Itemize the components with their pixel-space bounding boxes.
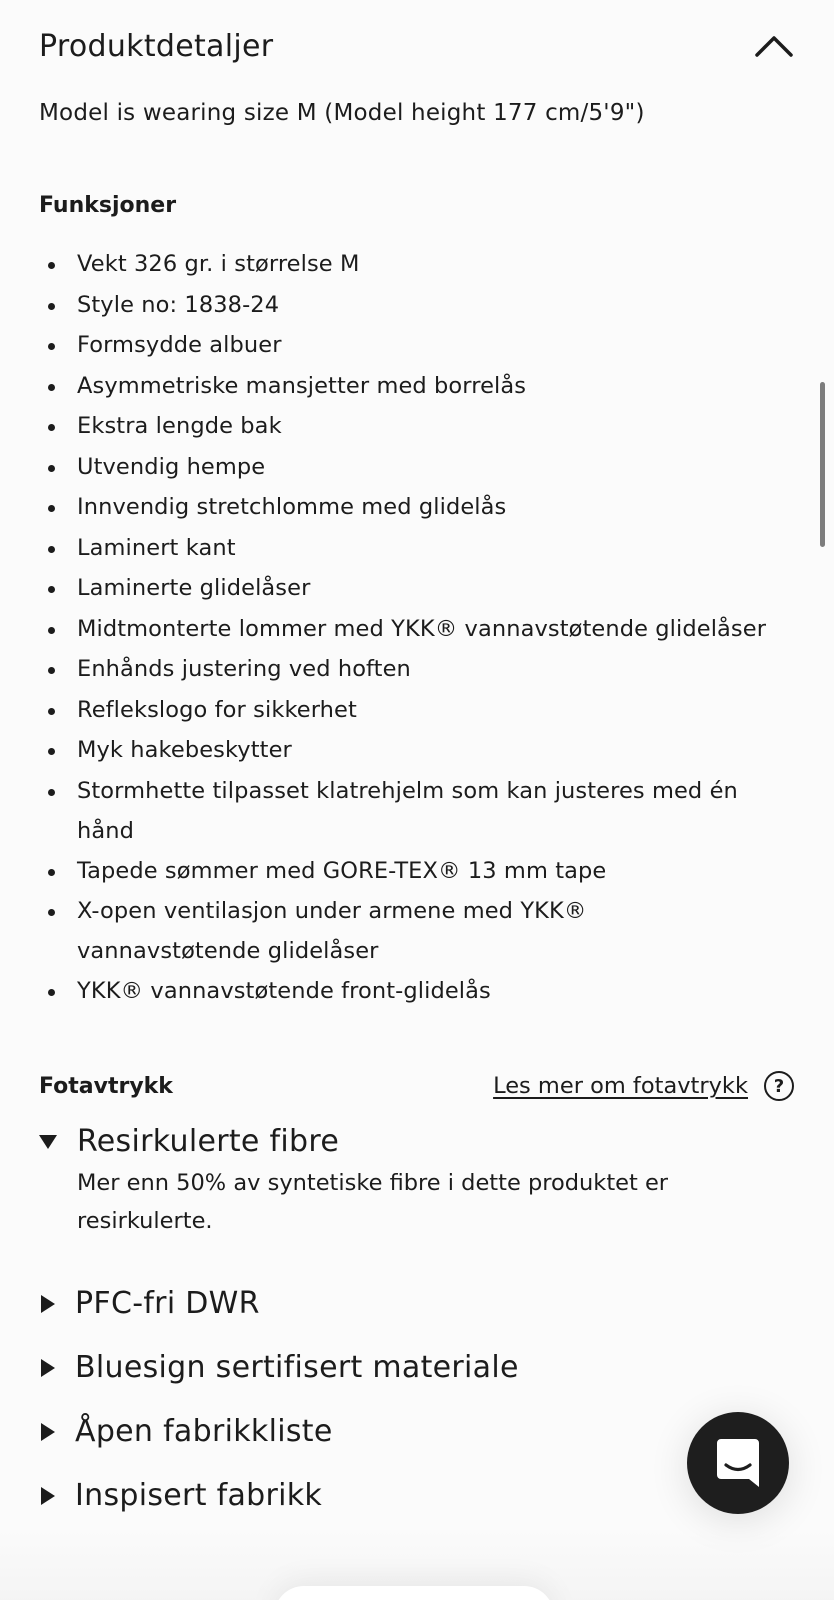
chat-bubble-icon xyxy=(715,1437,761,1489)
feature-item: X-open ventilasjon under armene med YKK® vannavstøtende glidelåser xyxy=(39,891,637,971)
disclosure-label: Åpen fabrikkliste xyxy=(75,1414,333,1449)
disclosure-open-factory-list[interactable] xyxy=(39,1414,333,1449)
feature-item: Midtmonterte lommer med YKK® vannavstøtende glidelåser xyxy=(39,609,799,650)
triangle-down-icon xyxy=(39,1135,57,1149)
triangle-right-icon xyxy=(41,1359,55,1377)
chat-button[interactable] xyxy=(687,1412,789,1514)
feature-item: Enhånds justering ved hoften xyxy=(39,649,799,690)
feature-item: Laminert kant xyxy=(39,528,799,569)
product-details-header[interactable] xyxy=(39,22,794,70)
disclosure-body-recycled-fibres: Mer enn 50% av syntetiske fibre i dette produktet er resirkulerte. xyxy=(77,1170,669,1234)
help-icon[interactable]: ? xyxy=(764,1071,794,1101)
bottom-bar-pill[interactable] xyxy=(274,1586,554,1600)
disclosure-label: Resirkulerte fibre xyxy=(77,1124,340,1159)
disclosure-label: Bluesign sertifisert materiale xyxy=(75,1350,519,1385)
disclosure-inspected-factory[interactable] xyxy=(39,1478,322,1513)
footprint-heading: Fotavtrykk xyxy=(39,1073,173,1099)
triangle-right-icon xyxy=(41,1423,55,1441)
disclosure-label: PFC-fri DWR xyxy=(75,1286,260,1321)
features-list xyxy=(39,244,799,1012)
model-size-note: Model is wearing size M (Model height 177 cm/5'9") xyxy=(39,100,645,126)
footprint-header xyxy=(39,1066,794,1106)
features-heading: Funksjoner xyxy=(39,193,177,218)
disclosure-label: Inspisert fabrikk xyxy=(75,1478,323,1513)
chevron-up-icon[interactable] xyxy=(754,30,794,60)
feature-item: Innvendig stretchlomme med glidelås xyxy=(39,487,799,528)
disclosure-bluesign[interactable] xyxy=(39,1350,519,1385)
triangle-right-icon xyxy=(41,1487,55,1505)
disclosure-pfc-free-dwr[interactable] xyxy=(39,1286,260,1321)
feature-item: Utvendig hempe xyxy=(39,447,799,488)
section-title: Produktdetaljer xyxy=(39,28,274,64)
feature-item: Myk hakebeskytter xyxy=(39,730,799,771)
feature-item: Ekstra lengde bak xyxy=(39,406,799,447)
read-more-footprint-link[interactable]: Les mer om fotavtrykk xyxy=(493,1073,748,1099)
feature-item: Reflekslogo for sikkerhet xyxy=(39,690,799,731)
triangle-right-icon xyxy=(41,1295,55,1313)
feature-item: YKK® vannavstøtende front-glidelås xyxy=(39,971,799,1012)
feature-item: Tapede sømmer med GORE-TEX® 13 mm tape xyxy=(39,851,799,892)
feature-item: Style no: 1838-24 xyxy=(39,285,799,326)
feature-item: Laminerte glidelåser xyxy=(39,568,799,609)
feature-item: Vekt 326 gr. i størrelse M xyxy=(39,244,799,285)
disclosure-recycled-fibres[interactable] xyxy=(39,1124,339,1159)
feature-item: Asymmetriske mansjetter med borrelås xyxy=(39,366,799,407)
feature-item: Stormhette tilpasset klatrehjelm som kan justeres med én hånd xyxy=(39,771,777,851)
feature-item: Formsydde albuer xyxy=(39,325,799,366)
scrollbar-thumb[interactable] xyxy=(820,382,825,547)
